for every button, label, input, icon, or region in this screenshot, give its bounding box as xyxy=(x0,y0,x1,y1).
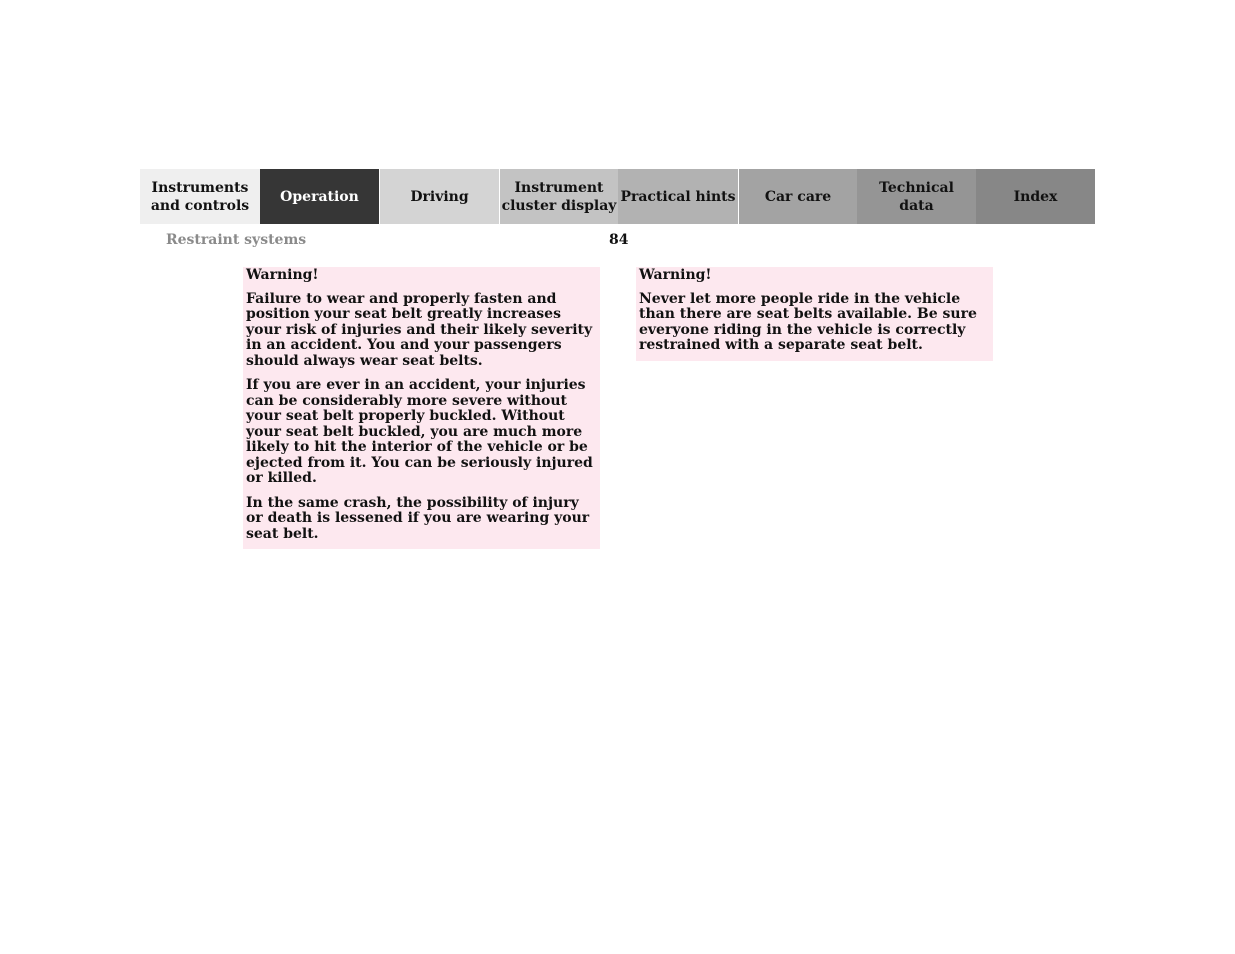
warning-box-seat-belt xyxy=(243,267,600,549)
tab-driving[interactable]: Driving xyxy=(379,169,499,224)
tab-instrument-cluster-display[interactable]: Instrument cluster display xyxy=(499,169,618,224)
tab-practical-hints[interactable]: Practical hints xyxy=(618,169,738,224)
warning-heading: Warning! xyxy=(246,267,319,283)
tab-instruments-and-controls[interactable]: Instruments and controls xyxy=(140,169,260,224)
tab-index[interactable]: Index xyxy=(976,169,1095,224)
tab-car-care[interactable]: Car care xyxy=(738,169,857,224)
section-title: Restraint systems xyxy=(166,232,307,248)
warning-paragraph: In the same crash, the possibility of injury or death is lessened if you are wearing your seat belt. xyxy=(246,494,590,542)
warning-heading: Warning! xyxy=(639,267,712,283)
chapter-navigation xyxy=(140,169,1095,224)
tab-operation[interactable]: Operation xyxy=(260,169,379,224)
warning-paragraph: If you are ever in an accident, your injuries can be considerably more severe without your seat belt properly buckled. Without your seat belt buckled, you are much more likely to hit the interior of the vehicle or be ejected from it. You can be seriously injured or killed. xyxy=(246,377,593,486)
warning-paragraph: Failure to wear and properly fasten and position your seat belt greatly increases your risk of injuries and their likely severity in an accident. You and your passengers should always wear seat belts. xyxy=(246,290,593,369)
page-number: 84 xyxy=(609,232,629,248)
warning-box-occupancy xyxy=(636,267,993,361)
tab-technical-data[interactable]: Technical data xyxy=(857,169,976,224)
warning-paragraph: Never let more people ride in the vehicle than there are seat belts available. Be sure everyone riding in the vehicle is correctly restrained with a separate seat belt. xyxy=(639,290,977,353)
